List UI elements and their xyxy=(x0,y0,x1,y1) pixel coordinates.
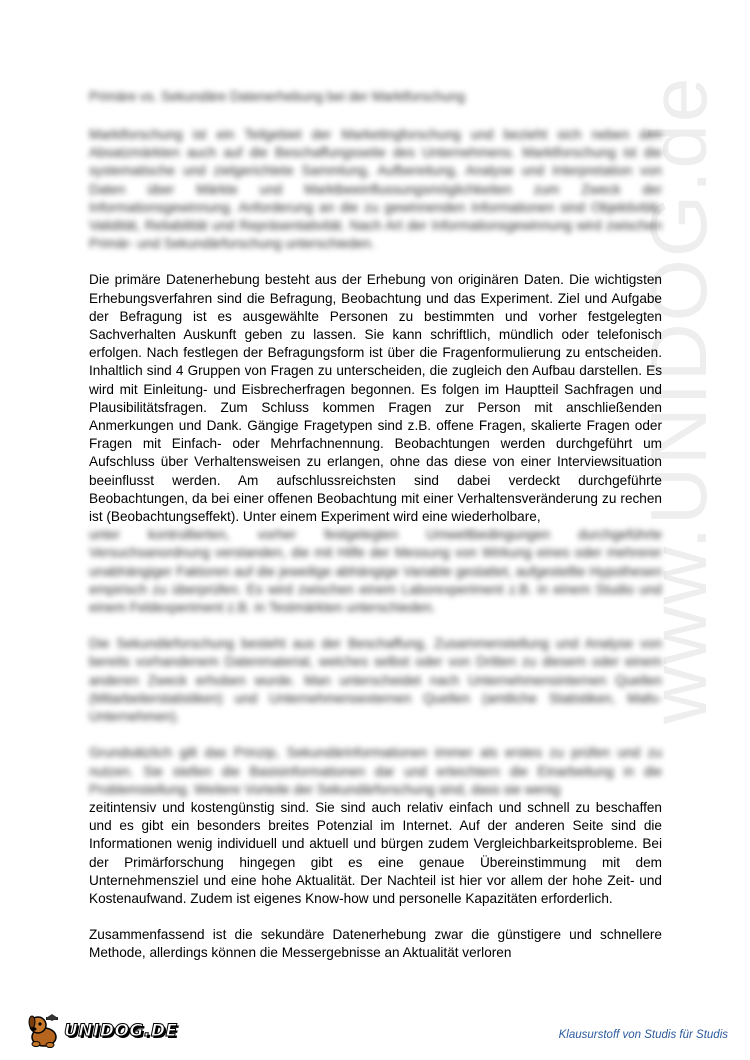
principle-paragraph: Grundsätzlich gilt das Prinzip, Sekundärinformationen immer als erstes zu prüfen und zu nutzen. Sie stellen die Basisinformationen dar und erleichtern die Einarbeitung in die Problemstellung. Weitere Vorteile der Sekundärforschung sind, dass sie wenig xyxy=(89,745,662,797)
logo-text: UNIDOG.DE xyxy=(64,1021,178,1041)
primary-paragraph: Die primäre Datenerhebung besteht aus der Erhebung von originären Daten. Die wichtigsten Erhebungsverfahren sind die Befragung, Beobachtung und das Experiment. Ziel und Aufgabe der Befragung ist es ausgewählte Personen zu bestimmten und vorher festgelegten Sachverhalten Auskunft geben zu lassen. Sie kann schriftlich, mündlich oder telefonisch erfolgen. Nach festlegen der Befragungsform ist über die Fragenformulierung zu entscheiden. Inhaltlich sind 4 Gruppen von Fragen zu unterscheiden, die zugleich den Aufbau darstellen. Es wird mit Einleitung- und Eisbrecherfragen begonnen. Es folgen im Hauptteil Sachfragen und Plausibilitätsfragen. Zum Schluss kommen Fragen zur Person mit anschließenden Anmerkungen und Dank. Gängige Fragetypen sind z.B. offene Fragen, skalierte Fragen oder Fragen mit Einfach- oder Mehrfachnennung. Beobachtungen werden durchgeführt um Aufschluss über Verhaltensweisen zu erlangen, ohne das diese von einer Interviewsituation beeinflusst werden. Am aufschlussreichsten sind dabei verdeckt durchgeführte Beobachtungen, da bei einer offenen Beobachtung mit einer Verhaltensveränderung zu rechen ist (Beobachtungseffekt). Unter einem Experiment wird eine wiederholbare, xyxy=(89,272,662,525)
summary-paragraph: Zusammenfassend ist die sekundäre Datenerhebung zwar die günstigere und schnellere Methode, allerdings können die Messergebnisse an Aktualität verloren xyxy=(89,927,662,961)
principle-paragraph-continued: zeitintensiv und kostengünstig sind. Sie sind auch relativ einfach und schnell zu beschaffen und es gibt ein besonders breites Potenzial im Internet. Auf der anderen Seite sind die Informationen wenig individuell und aktuell und bürgen zudem Vergleichbarkeitsprobleme. Bei der Primärforschung hingegen gibt es eine genaue Übereinstimmung mit dem Unternehmensziel und eine hohe Aktualität. Der Nachteil ist hier vor allem der hohe Zeit- und Kostenaufwand. Zudem ist eigenes Know-how und personelle Kapazitäten erforderlich. xyxy=(89,799,662,906)
page-footer xyxy=(0,1005,750,1055)
document-body xyxy=(89,88,662,963)
principle-section xyxy=(89,799,662,963)
primary-paragraph-continued: unter kontrollierten, vorher festgelegten Umweltbedingungen durchgeführte Versuchsanordnung verstanden, die mit Hilfe der Messung von Wirkung eines oder mehrerer unabhängiger Faktoren auf die jeweilige abhängige Variable gestattet, aufgestellte Hypothesen empirisch zu überprüfen. Es wird zwischen einem Laborexperiment z.B. in einem Studio und einem Feldexperiment z.B. in Testmärkten unterschieden. xyxy=(89,527,662,616)
intro-paragraph: Marktforschung ist ein Teilgebiet der Marketingforschung und bezieht sich neben den Absatzmärkten auch auf die Beschaffungsseite des Unternehmens. Marktforschung ist die systematische und zielgerichtete Sammlung, Aufbereitung, Analyse und Interpretation von Daten über Märkte und Marktbeeinflussungsmöglichkeiten zum Zweck der Informationsgewinnung. Anforderung an die zu gewinnenden Informationen sind Objektivität, Validität, Reliabilität und Repräsentativität. Nach Art der Informationsgewinnung wird zwischen Primär- und Sekundärforschung unterschieden. xyxy=(89,127,662,252)
document-title: Primäre vs. Sekundäre Datenerhebung bei der Marktforschung xyxy=(89,89,465,104)
secondary-paragraph: Die Sekundärforschung besteht aus der Beschaffung, Zusammenstellung und Analyse von bereits vorhandenem Datenmaterial, welches selbst oder von Dritten zu diesem oder einem anderen Zweck erhoben wurde. Man unterscheidet nach Unternehmensinternen Quellen (Mitarbeiterstatistiken) und Unternehmensexternen Quellen (amtliche Statistiken, Mafo-Unternehmen). xyxy=(89,636,662,725)
primary-section xyxy=(89,271,662,526)
footer-tagline: Klausurstoff von Studis für Studis xyxy=(558,1029,728,1041)
unidog-logo[interactable] xyxy=(24,1013,178,1049)
watermark: www.UNIDOG.de xyxy=(634,75,723,724)
dog-mascot-icon xyxy=(24,1013,62,1049)
